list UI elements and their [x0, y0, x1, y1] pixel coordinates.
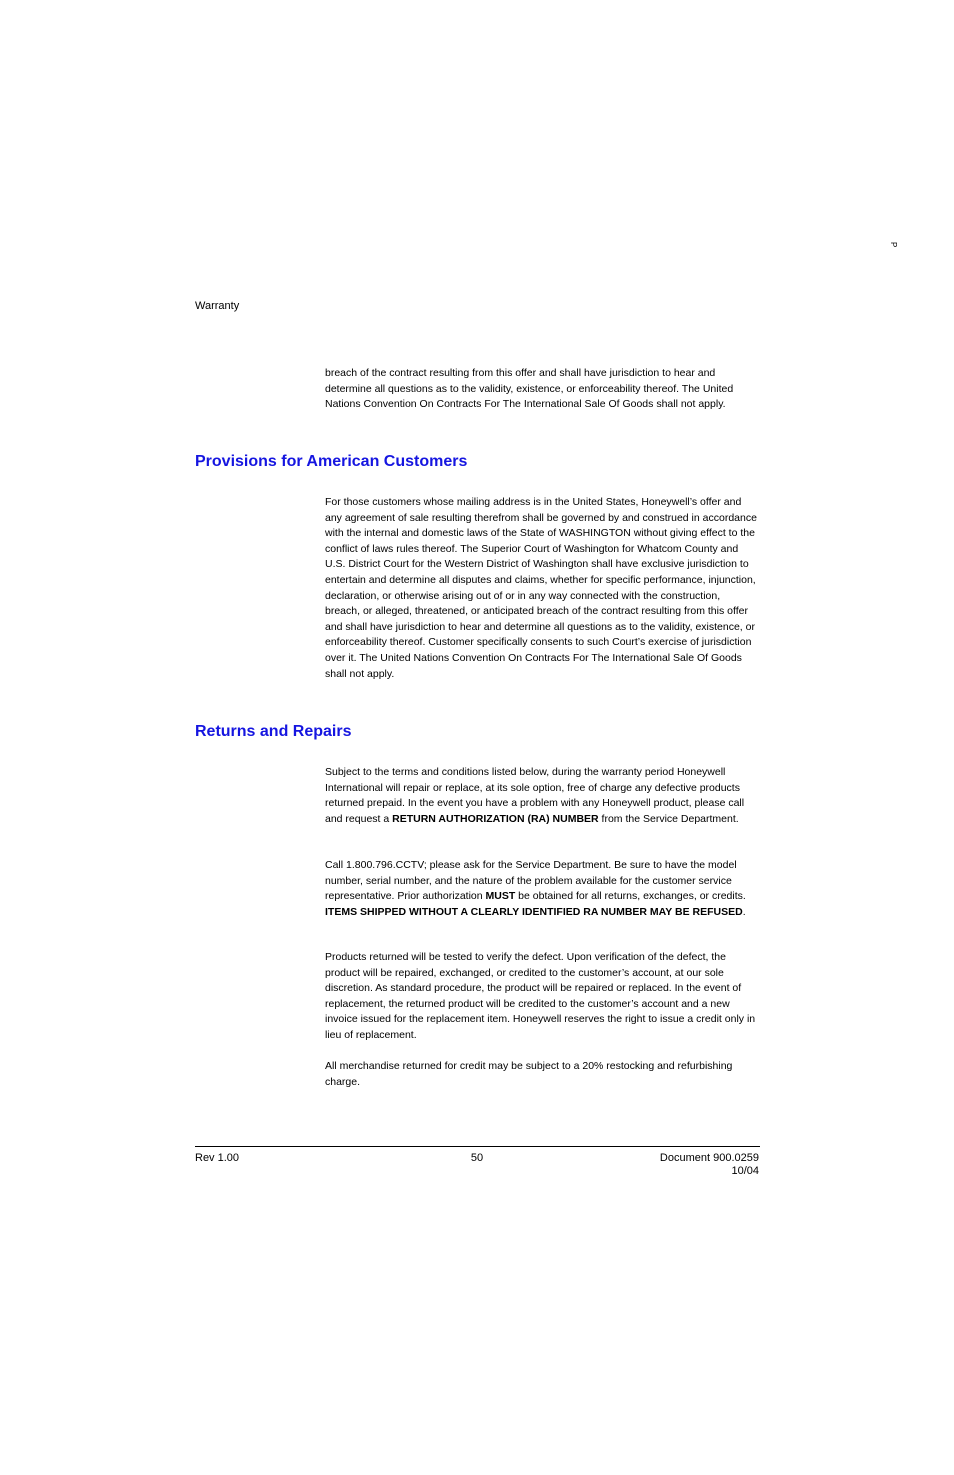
intro-paragraph: [325, 366, 757, 413]
footer-document-info: [560, 1152, 759, 1178]
american-text: For those customers whose mailing address is in the United States, Honeywell’s offer and any agreement of sale resulting therefrom shall be governed by and construed in accordance with the internal and domestic laws of the State of WASHINGTON without giving effect to the conflict of laws rules thereof. The Superior Court of Washington for Whatcom County and U.S. District Court for the Western District of Washington shall have exclusive jurisdiction to entertain and determine all disputes and claims, whether for specific performance, injunction, declaration, or otherwise arising out of or in any way connected with the construction, breach, or alleged, threatened, or anticipated breach of the contract resulting from this offer and shall have jurisdiction to hear and determine all questions as to the validity, existence, or enforceability thereof. Customer specifically consents to such Court’s exercise of jurisdiction over it. The United Nations Convention On Contracts For The International Sale Of Goods shall not apply.: [325, 496, 757, 680]
returns-heading: Returns and Repairs: [195, 723, 352, 740]
footer-revision: Rev 1.00: [195, 1152, 240, 1164]
footer-divider: [195, 1146, 760, 1147]
returns-p1-text-b: from the Service Department.: [598, 812, 739, 825]
must-callout: MUST: [485, 890, 516, 903]
returns-paragraph-1: [325, 765, 757, 827]
corner-mark: P: [889, 242, 898, 248]
returns-p2-text-c: .: [742, 905, 746, 918]
american-heading: Provisions for American Customers: [195, 453, 468, 470]
american-paragraph: [325, 495, 757, 682]
returns-paragraph-2: [325, 858, 757, 920]
ra-number-callout: RETURN AUTHORIZATION (RA) NUMBER: [392, 812, 599, 825]
returns-p1-text-a: Subject to the terms and conditions listed below, during the warranty period Honeywell International will repair or replace, at its sole option, free of charge any defective products returned prepaid. In the event you have a problem with any Honeywell product, please call and request a: [325, 766, 745, 825]
returns-p2-text-b: be obtained for all returns, exchanges, or credits.: [515, 890, 746, 903]
footer-page-number: 50: [470, 1152, 484, 1164]
footer-document-number: Document 900.0259: [659, 1152, 759, 1164]
returns-p2-text-a: Call 1.800.796.CCTV; please ask for the Service Department. Be sure to have the model number, serial number, and the nature of the problem available for the customer service representative. Prior authorization: [325, 859, 737, 903]
footer-date: 10/04: [731, 1165, 759, 1177]
refused-warning: ITEMS SHIPPED WITHOUT A CLEARLY IDENTIFIED RA NUMBER MAY BE REFUSED: [325, 905, 743, 918]
returns-p4-text: All merchandise returned for credit may be subject to a 20% restocking and refurbishing charge.: [325, 1060, 733, 1088]
intro-text: breach of the contract resulting from this offer and shall have jurisdiction to hear and determine all questions as to the validity, existence, or enforceability thereof. The United Nations Convention On Contracts For The International Sale Of Goods shall not apply.: [325, 367, 734, 411]
returns-paragraph-4: [325, 1059, 757, 1090]
running-head: Warranty: [195, 300, 240, 312]
returns-p3-text: Products returned will be tested to verify the defect. Upon verification of the defect, the product will be repaired, exchanged, or credited to the customer’s account, at our sole discretion. As standard procedure, the product will be repaired or replaced. In the event of replacement, the returned product will be credited to the customer’s account and a new invoice issued for the replacement item. Honeywell reserves the right to issue a credit only in lieu of replacement.: [325, 951, 756, 1041]
returns-paragraph-3: [325, 950, 757, 1044]
